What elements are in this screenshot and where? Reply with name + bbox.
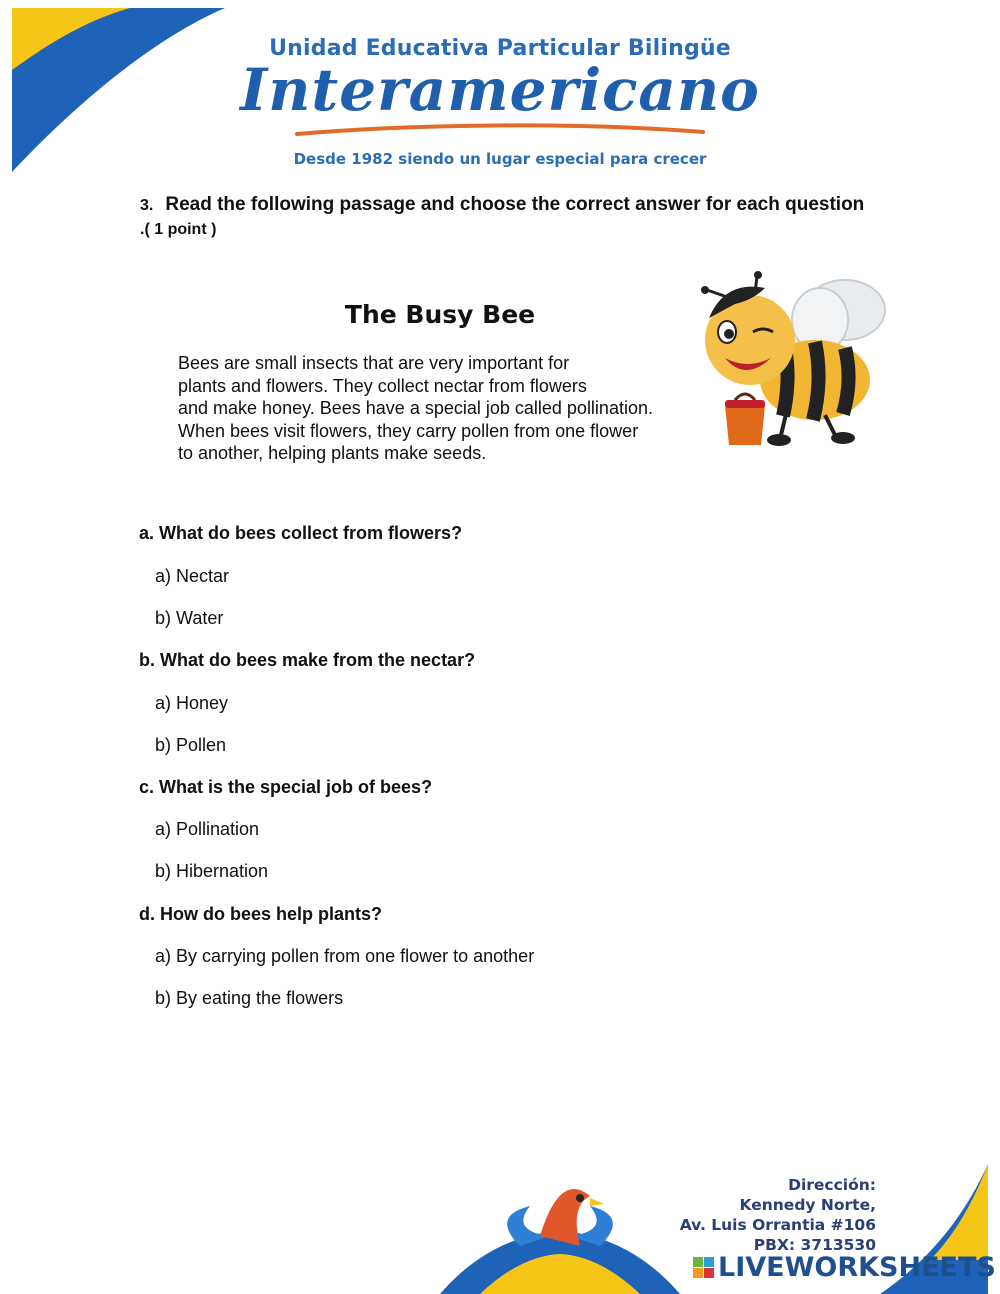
passage-line: When bees visit flowers, they carry pollen from one flower xyxy=(178,420,639,441)
exercise-points: .( 1 point ) xyxy=(140,221,217,238)
instruction-text: Read the following passage and choose the correct answer for each question xyxy=(165,194,865,215)
passage-text xyxy=(178,352,688,465)
logo-underline xyxy=(295,118,705,140)
question-a-option-b[interactable]: b) Water xyxy=(155,608,224,628)
question-d: d. How do bees help plants? xyxy=(139,904,383,924)
question-a-option-a[interactable]: a) Nectar xyxy=(155,566,230,586)
question-c-option-a[interactable]: a) Pollination xyxy=(155,819,260,839)
question-c: c. What is the special job of bees? xyxy=(139,777,433,797)
address-line: Av. Luis Orrantia #106 xyxy=(679,1216,876,1234)
question-d-option-b[interactable]: b) By eating the flowers xyxy=(155,988,344,1008)
question-b-option-a[interactable]: a) Honey xyxy=(155,693,229,713)
liveworksheets-watermark: LIVEWORKSHEETS xyxy=(718,1252,996,1283)
exercise-instruction xyxy=(140,194,864,216)
school-tagline: Desde 1982 siendo un lugar especial para crecer xyxy=(293,150,707,168)
bee-illustration xyxy=(695,270,895,460)
passage-title: The Busy Bee xyxy=(344,300,536,329)
phoenix-mascot-logo xyxy=(420,1176,700,1294)
question-b-option-b[interactable]: b) Pollen xyxy=(155,735,227,755)
question-b: b. What do bees make from the nectar? xyxy=(139,650,476,670)
passage-line: to another, helping plants make seeds. xyxy=(178,443,487,463)
school-name-logo: Interamericano xyxy=(240,56,760,124)
school-subtitle: Unidad Educativa Particular Bilingüe xyxy=(269,36,731,61)
liveworksheets-logo-icon xyxy=(693,1257,715,1279)
exercise-number: 3. xyxy=(140,197,154,214)
question-a: a. What do bees collect from flowers? xyxy=(139,523,463,543)
address-line: PBX: 3713530 xyxy=(753,1236,876,1254)
passage-line: plants and flowers. They collect nectar from flowers xyxy=(178,375,587,396)
question-d-option-a[interactable]: a) By carrying pollen from one flower to another xyxy=(155,946,535,966)
address-line: Kennedy Norte, xyxy=(739,1196,876,1214)
question-c-option-b[interactable]: b) Hibernation xyxy=(155,861,269,881)
passage-line: and make honey. Bees have a special job called pollination. xyxy=(178,398,653,418)
passage-line: Bees are small insects that are very important for xyxy=(178,353,570,373)
address-line: Dirección: xyxy=(788,1176,876,1194)
